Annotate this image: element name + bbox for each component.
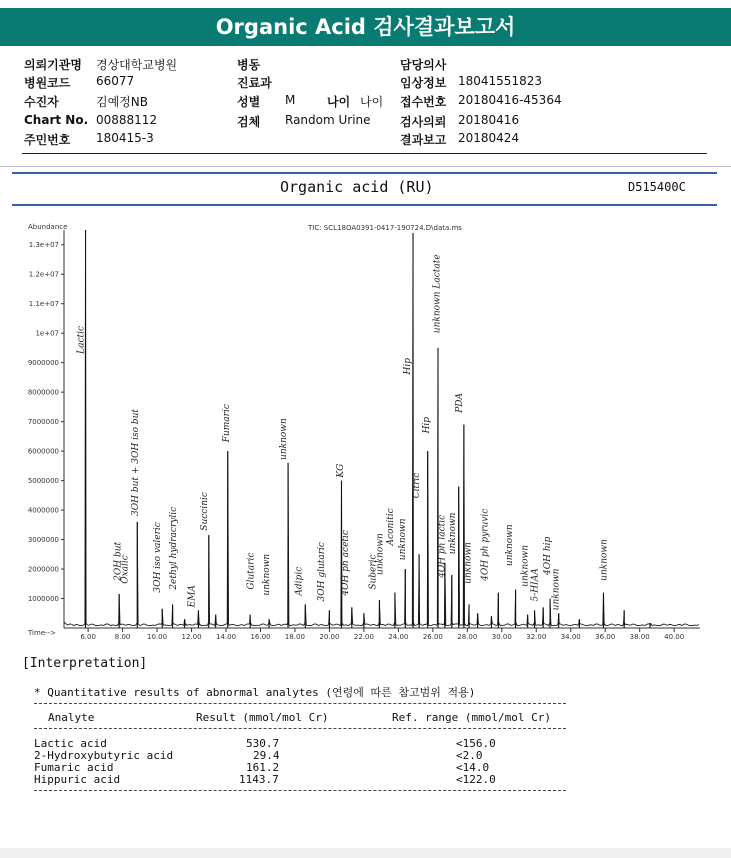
- peak-annotation: 4OH hip: [542, 536, 553, 575]
- age-label: 나이: [327, 95, 351, 109]
- chart-header-rule-bottom: [12, 204, 717, 206]
- peak-annotation: unknown: [463, 542, 474, 584]
- y-tick-label: 5000000: [27, 477, 59, 486]
- peak-annotation: 4OH ph pyruvic: [480, 508, 491, 581]
- info-label: 담당의사: [400, 58, 447, 72]
- chromatogram: [0, 210, 731, 650]
- info-label: 임상정보: [400, 76, 447, 90]
- info-value: 김예정NB: [96, 95, 148, 109]
- info-value: 20180424: [458, 131, 520, 145]
- row-result: 1143.7: [239, 773, 279, 786]
- interpretation-heading: [Interpretation]: [22, 656, 148, 671]
- y-tick-label: 4000000: [27, 506, 59, 515]
- row-analyte: Hippuric acid: [34, 773, 121, 786]
- col-header-ref: Ref. range (mmol/mol Cr): [392, 711, 551, 724]
- peak-annotation: unknown: [447, 512, 458, 555]
- info-label: 접수번호: [400, 95, 447, 109]
- row-ref: <122.0: [456, 773, 496, 786]
- chart-header-title: Organic acid (RU): [280, 178, 434, 196]
- info-row-receipt-no: [400, 93, 600, 111]
- x-tick-label: 16.00: [250, 633, 271, 641]
- x-tick-label: 12.00: [181, 633, 202, 641]
- y-tick-label: 3000000: [27, 536, 59, 545]
- info-label: 주민번호: [24, 133, 71, 147]
- x-tick-label: 36.00: [595, 633, 616, 641]
- x-tick-label: 26.00: [422, 633, 443, 641]
- peak-annotation: 2ethyl hydracrylic: [168, 506, 179, 590]
- info-label: Chart No.: [24, 113, 89, 127]
- peak-annotation: unknown: [551, 568, 562, 611]
- peak-annotation: 3OH but + 3OH iso but: [130, 408, 141, 516]
- peak-annotation: Succinic: [199, 492, 210, 531]
- table-rule-bottom: [34, 790, 566, 791]
- x-tick-label: 14.00: [215, 633, 237, 641]
- info-label: 성별: [237, 95, 261, 109]
- info-label: 병원코드: [24, 76, 71, 90]
- y-tick-label: 2000000: [27, 565, 59, 574]
- x-tick-label: 8.00: [114, 633, 131, 641]
- page-footer-bar: [0, 848, 731, 858]
- x-tick-label: 24.00: [388, 633, 409, 641]
- info-value: Random Urine: [285, 113, 371, 127]
- info-label: 진료과: [237, 76, 272, 90]
- row-result: 29.4: [253, 749, 280, 762]
- peak-annotation: Citric: [411, 472, 422, 499]
- row-result: 161.2: [246, 761, 280, 774]
- info-value: 20180416-45364: [458, 93, 562, 107]
- report-title: Organic Acid 검사결과보고서: [0, 8, 731, 46]
- peak-annotation: Hip: [403, 357, 414, 375]
- peak-annotation: unknown: [375, 533, 386, 575]
- peak-annotation: unknown: [279, 418, 290, 460]
- y-tick-label: 1.1e+07: [28, 300, 59, 309]
- x-tick-label: 10.00: [147, 633, 168, 641]
- info-value: 00888112: [96, 113, 158, 127]
- info-row-id-number: [24, 131, 224, 149]
- patient-info-col3: [400, 56, 600, 156]
- info-value: 66077: [96, 74, 135, 88]
- chart-header-rule-top: [12, 172, 717, 174]
- peak-annotation: Suberic: [368, 554, 379, 590]
- peak-annotation: unknown Lactate: [432, 254, 443, 334]
- table-rule-top: [34, 703, 566, 704]
- info-row-request-date: [400, 113, 600, 131]
- y-tick-label: 1.3e+07: [28, 241, 59, 250]
- col-header-result: Result (mmol/mol Cr): [196, 711, 329, 724]
- patient-info-age: [327, 93, 397, 111]
- peak-annotation: Hip: [422, 416, 433, 434]
- info-value: 180415-3: [96, 131, 154, 145]
- y-tick-label: 1e+07: [35, 329, 59, 338]
- peak-annotation: Glutaric: [246, 552, 257, 590]
- peak-annotation: unknown: [504, 524, 515, 567]
- peak-annotation: unknown: [261, 553, 272, 596]
- info-label: 검사의뢰: [400, 115, 447, 129]
- y-tick-label: 8000000: [27, 388, 59, 397]
- peak-annotation: Lactic: [76, 325, 87, 354]
- peak-annotation: PDA: [454, 393, 465, 413]
- y-tick-label: 1000000: [27, 595, 59, 604]
- x-tick-label: 32.00: [526, 633, 547, 641]
- quantitative-caption: * Quantitative results of abnormal analytes (연령에 따른 참고범위 적용): [34, 686, 476, 699]
- x-tick-label: 38.00: [629, 633, 650, 641]
- info-label: 수진자: [24, 95, 59, 109]
- peak-annotation: 4OH ph acetic: [341, 530, 352, 596]
- peak-annotation: Aconitic: [385, 508, 396, 546]
- col-header-analyte: Analyte: [48, 711, 95, 724]
- peak-annotation: unknown: [599, 539, 610, 581]
- y-tick-label: 9000000: [27, 359, 59, 368]
- x-tick-label: 22.00: [353, 633, 374, 641]
- info-value: 20180416: [458, 113, 520, 127]
- x-tick-label: 40.00: [664, 633, 685, 641]
- info-label: 결과보고: [400, 133, 447, 147]
- x-axis-label: Time-->: [28, 629, 57, 637]
- table-rule-header: [34, 728, 566, 729]
- y-axis-label: Abundance: [28, 223, 68, 231]
- info-label: 병동: [237, 58, 261, 72]
- row-ref: <14.0: [456, 761, 490, 774]
- x-tick-label: 18.00: [284, 633, 305, 641]
- y-tick-label: 7000000: [27, 418, 59, 427]
- peak-annotation: unknown: [520, 544, 531, 587]
- chart-header-code: D515400C: [628, 180, 686, 194]
- peak-annotation: Adipic: [294, 566, 305, 596]
- peak-annotation: 4OH ph lactic: [437, 514, 448, 578]
- row-ref: <156.0: [456, 737, 496, 750]
- info-value: 경상대학교병원: [96, 58, 178, 72]
- patient-info-col1: [24, 56, 224, 156]
- x-tick-label: 28.00: [457, 633, 478, 641]
- y-tick-label: 1.2e+07: [28, 270, 59, 279]
- peak-annotation: EMA: [187, 585, 198, 608]
- info-row-doctor: [400, 56, 600, 74]
- peak-annotation: 2OH but: [113, 541, 124, 581]
- row-analyte: Lactic acid: [34, 737, 107, 750]
- info-row-hospital-code: [24, 74, 224, 92]
- info-value: M: [285, 93, 296, 107]
- info-row-report-date: [400, 131, 600, 149]
- chromatogram-svg: [0, 210, 731, 650]
- row-analyte: Fumaric acid: [34, 761, 114, 774]
- peak-annotation: Oxalic: [120, 555, 131, 584]
- x-tick-label: 34.00: [560, 633, 581, 641]
- info-row-clinical-info: [400, 74, 600, 92]
- age-value: 나이: [360, 95, 384, 109]
- peak-annotation: 5-HIAA: [530, 568, 541, 602]
- peak-annotation: 3OH iso valeric: [153, 522, 164, 593]
- info-label: 검체: [237, 115, 261, 129]
- row-analyte: 2-Hydroxybutyric acid: [34, 749, 174, 762]
- x-tick-label: 6.00: [80, 633, 96, 641]
- info-row-chart-no: [24, 113, 224, 131]
- row-result: 530.7: [246, 737, 280, 750]
- info-divider: [22, 153, 707, 154]
- info-row-institution: [24, 56, 224, 74]
- report-frame-top: [0, 166, 731, 167]
- y-tick-label: 6000000: [27, 447, 59, 456]
- peak-annotation: Fumaric: [222, 404, 233, 443]
- info-row-patient: [24, 93, 224, 111]
- row-ref: <2.0: [456, 749, 483, 762]
- info-value: 18041551823: [458, 74, 542, 88]
- peak-annotation: 3OH glutaric: [316, 541, 327, 602]
- chart-title: TIC: SCL18OA0391-0417-190724.D\data.ms: [308, 224, 462, 232]
- x-tick-label: 30.00: [491, 633, 512, 641]
- x-tick-label: 20.00: [319, 633, 340, 641]
- peak-annotation: unknown: [397, 518, 408, 561]
- info-label: 의뢰기관명: [24, 58, 82, 72]
- peak-annotation: KG: [335, 463, 346, 478]
